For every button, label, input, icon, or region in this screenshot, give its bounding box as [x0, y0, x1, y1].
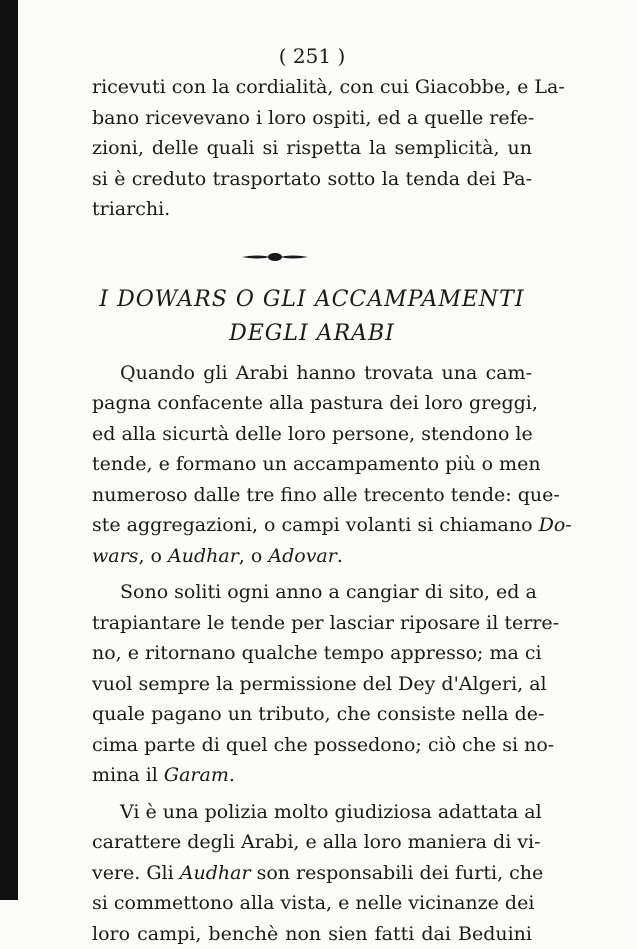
text-line: triarchi. [92, 194, 532, 225]
ornament-icon [240, 251, 310, 263]
text-line: Quando gli Arabi hanno trovata una cam- [92, 358, 532, 389]
text-line: ricevuti con la cordialità, con cui Giacobbe, e La- [92, 72, 532, 103]
paragraph-1 [92, 358, 532, 572]
text-segment: , o [138, 545, 162, 567]
intro-paragraph [92, 72, 532, 225]
italic-term: Garam [164, 764, 229, 786]
text-line: carattere degli Arabi, e alla loro maniera di vi- [92, 827, 532, 858]
text-line: tende, e formano un accampamento più o men [92, 449, 532, 480]
italic-term: wars [92, 545, 138, 567]
text-segment: ste aggregazioni, o campi volanti si chiamano [92, 514, 533, 536]
italic-term: Adovar [268, 545, 336, 567]
text-segment: vere. Gli [92, 862, 174, 884]
text-segment: , o [239, 545, 263, 567]
text-line: trapiantare le tende per lasciar riposare il terre- [92, 608, 532, 639]
text-line: zioni, delle quali si rispetta la semplicità, un [92, 133, 532, 164]
scan-binding-edge [0, 0, 18, 900]
text-segment: son responsabili dei furti, che [257, 862, 544, 884]
text-segment: mina il [92, 764, 158, 786]
paragraph-3 [92, 797, 532, 949]
text-line: loro campi, benchè non sien fatti dai Beduini [92, 919, 532, 949]
heading-line-2: DEGLI ARABI [92, 317, 532, 351]
text-line: vuol sempre la permissione del Dey d'Algeri, al [92, 669, 532, 700]
text-line [92, 541, 532, 572]
section-heading [92, 283, 532, 358]
italic-term: Do- [539, 514, 572, 536]
text-line: ed alla sicurtà delle loro persone, stendono le [92, 419, 532, 450]
text-line: bano ricevevano i loro ospiti, ed a quelle refe- [92, 103, 532, 134]
text-line: quale pagano un tributo, che consiste nella de- [92, 699, 532, 730]
italic-term: Audhar [168, 545, 239, 567]
heading-line-1: I DOWARS O GLI ACCAMPAMENTI [92, 283, 532, 317]
text-segment: . [337, 545, 343, 567]
text-line: Vi è una polizia molto giudiziosa adattata al [92, 797, 532, 828]
text-line [92, 760, 532, 791]
text-line: numeroso dalle tre fino alle trecento tende: que- [92, 480, 532, 511]
section-divider [92, 225, 532, 283]
paragraph-2 [92, 577, 532, 791]
text-line: pagna confacente alla pastura dei loro greggi, [92, 388, 532, 419]
text-segment: . [229, 764, 235, 786]
text-line [92, 858, 532, 889]
text-line: no, e ritornano qualche tempo appresso; ma ci [92, 638, 532, 669]
text-line [92, 510, 532, 541]
book-page [92, 40, 532, 949]
text-line: Sono soliti ogni anno a cangiar di sito, ed a [92, 577, 532, 608]
page-number: ( 251 ) [92, 40, 532, 72]
italic-term: Audhar [180, 862, 251, 884]
text-line: si è creduto trasportato sotto la tenda dei Pa- [92, 164, 532, 195]
text-line: si commettono alla vista, e nelle vicinanze dei [92, 888, 532, 919]
text-line: cima parte di quel che possedono; ciò che si no- [92, 730, 532, 761]
